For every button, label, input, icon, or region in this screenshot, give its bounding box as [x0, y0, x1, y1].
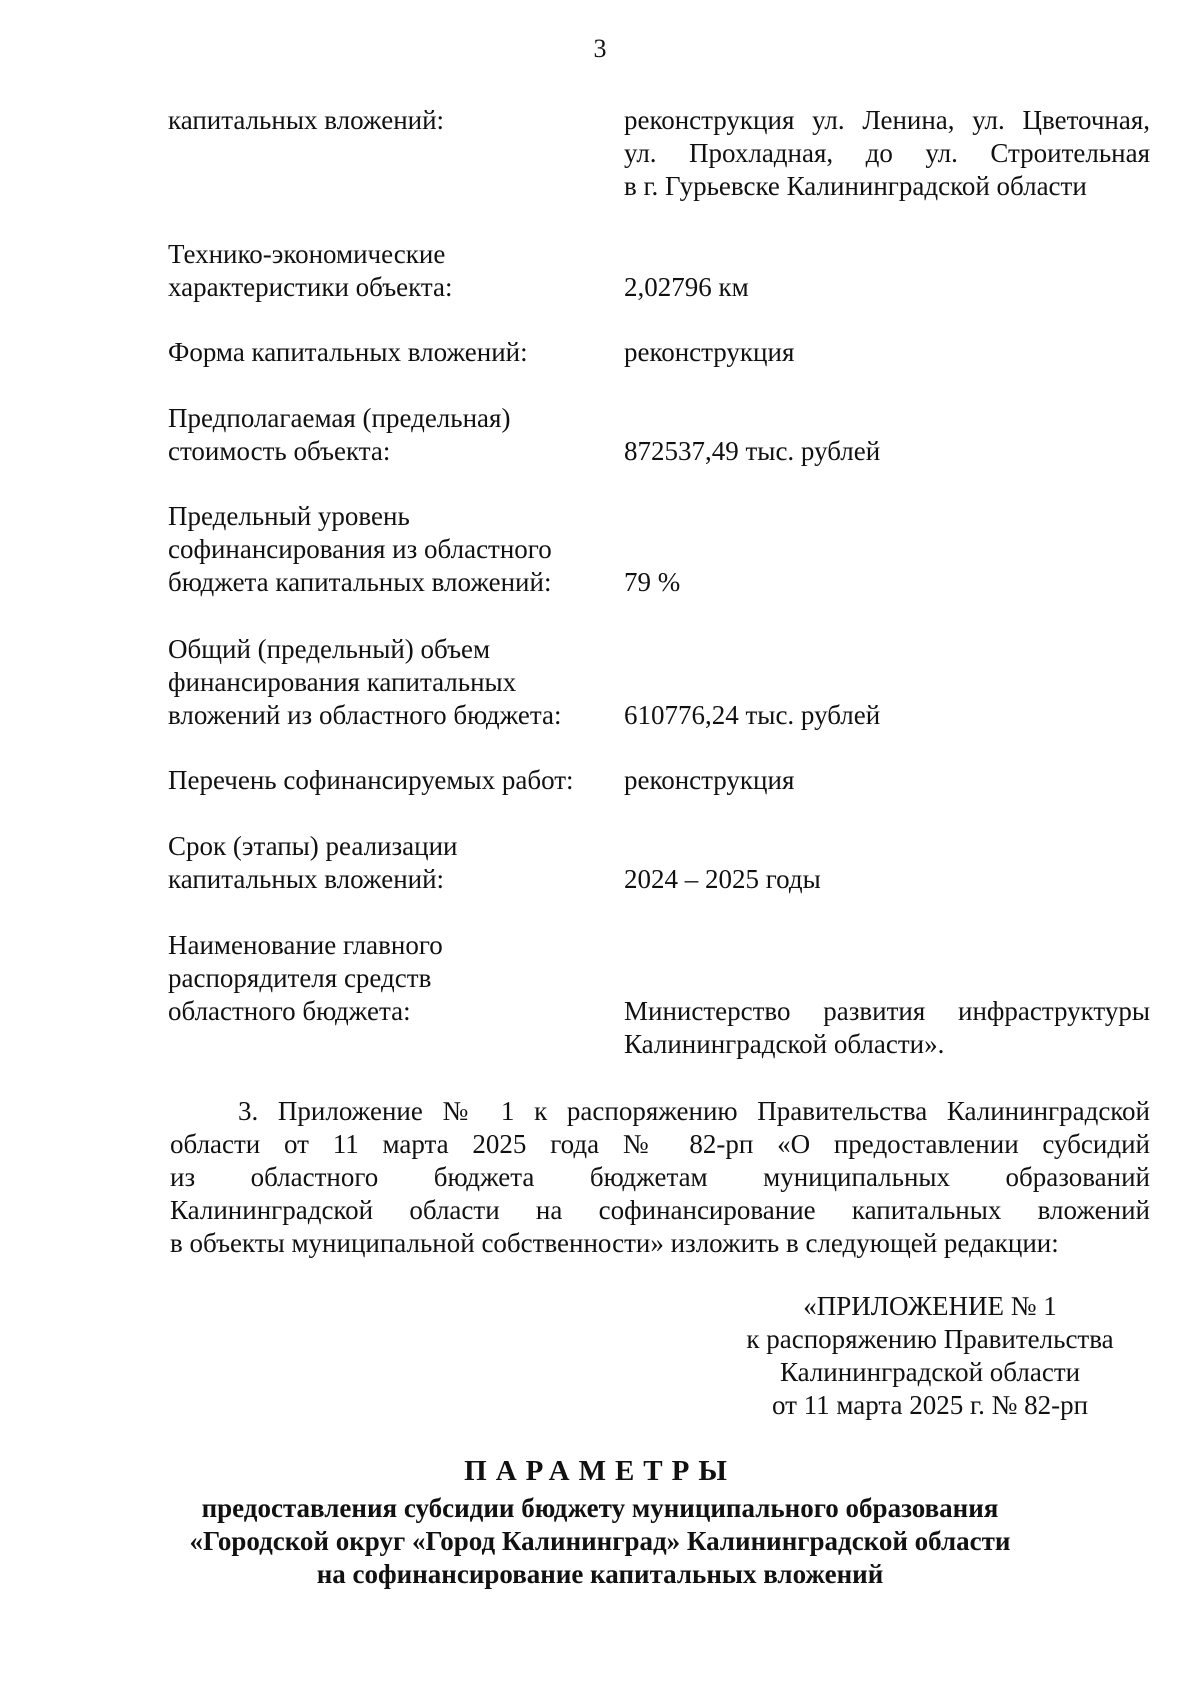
- label-line: Срок (этапы) реализации: [168, 831, 458, 861]
- value-line: реконструкция: [624, 765, 795, 795]
- label-line: Общий (предельный) объем: [168, 634, 491, 664]
- parameters-subtitle-line: на софинансирование капитальных вложений: [316, 1559, 884, 1589]
- field-value: [624, 764, 1150, 797]
- value-line: ул. Прохладная, до ул. Строительная: [624, 138, 1150, 168]
- value-line: 79 %: [624, 567, 681, 597]
- field-value: [624, 104, 1150, 203]
- label-line: бюджета капитальных вложений:: [168, 567, 552, 597]
- label-line: Предполагаемая (предельная): [168, 403, 511, 433]
- paragraph-line: Калининградской области на софинансирование капитальных вложений: [170, 1195, 1150, 1225]
- field-label: [168, 500, 608, 599]
- label-line: софинансирования из областного: [168, 534, 552, 564]
- label-line: Форма капитальных вложений:: [168, 337, 528, 367]
- value-line: Министерство развития инфраструктуры: [624, 996, 1150, 1026]
- value-line: 2024 – 2025 годы: [624, 864, 821, 894]
- label-line: вложений из областного бюджета:: [168, 700, 562, 730]
- value-line: 610776,24 тыс. рублей: [624, 700, 881, 730]
- field-label: [168, 929, 608, 1028]
- label-line: финансирования капитальных: [168, 667, 517, 697]
- field-value: [624, 566, 1150, 599]
- value-line: Калининградской области».: [624, 1029, 945, 1059]
- field-label: [168, 336, 608, 369]
- field-label: [168, 764, 608, 797]
- field-value: [624, 699, 1150, 732]
- parameters-subtitle-line: предоставления субсидии бюджету муниципального образования: [201, 1493, 999, 1523]
- parameters-subtitle-line: «Городской округ «Город Калининград» Калининградской области: [189, 1526, 1011, 1556]
- label-line: распорядителя средств: [168, 963, 432, 993]
- label-line: Перечень софинансируемых работ:: [168, 765, 574, 795]
- appendix-header: [700, 1290, 1160, 1422]
- appendix-line: Калининградской области: [779, 1357, 1081, 1387]
- field-label: [168, 830, 608, 896]
- label-line: областного бюджета:: [168, 996, 411, 1026]
- appendix-line: «ПРИЛОЖЕНИЕ № 1: [803, 1291, 1057, 1321]
- value-line: реконструкция ул. Ленина, ул. Цветочная,: [624, 105, 1150, 135]
- label-line: характеристики объекта:: [168, 272, 453, 302]
- value-line: в г. Гурьевске Калининградской области: [624, 171, 1087, 201]
- label-line: стоимость объекта:: [168, 436, 391, 466]
- field-label: [168, 402, 608, 468]
- field-label: [168, 238, 608, 304]
- field-label: [168, 633, 608, 732]
- paragraph-line: области от 11 марта 2025 года № 82-рп «О предоставлении субсидий: [170, 1129, 1150, 1159]
- parameters-heading: [0, 1455, 1200, 1591]
- paragraph-line: в объекты муниципальной собственности» изложить в следующей редакции:: [170, 1228, 1059, 1258]
- appendix-line: к распоряжению Правительства: [746, 1324, 1114, 1354]
- field-value: [624, 863, 1150, 896]
- label-line: Наименование главного: [168, 930, 443, 960]
- label-line: капитальных вложений:: [168, 105, 445, 135]
- field-value: [624, 435, 1150, 468]
- paragraph-line: из областного бюджета бюджетам муниципальных образований: [170, 1162, 1150, 1192]
- field-value: [624, 336, 1150, 369]
- appendix-line: от 11 марта 2025 г. № 82-рп: [771, 1390, 1089, 1420]
- value-line: реконструкция: [624, 337, 795, 367]
- field-label: [168, 104, 608, 137]
- parameters-title: ПАРАМЕТРЫ: [464, 1455, 736, 1487]
- field-value: [624, 995, 1150, 1061]
- amendment-paragraph: [170, 1095, 1150, 1260]
- field-value: [624, 271, 1150, 304]
- label-line: Предельный уровень: [168, 501, 410, 531]
- value-line: 872537,49 тыс. рублей: [624, 436, 881, 466]
- page-number: 3: [593, 34, 607, 63]
- label-line: капитальных вложений:: [168, 864, 445, 894]
- label-line: Технико-экономические: [168, 239, 446, 269]
- paragraph-line: 3. Приложение № 1 к распоряжению Правительства Калининградской: [238, 1096, 1150, 1126]
- value-line: 2,02796 км: [624, 272, 749, 302]
